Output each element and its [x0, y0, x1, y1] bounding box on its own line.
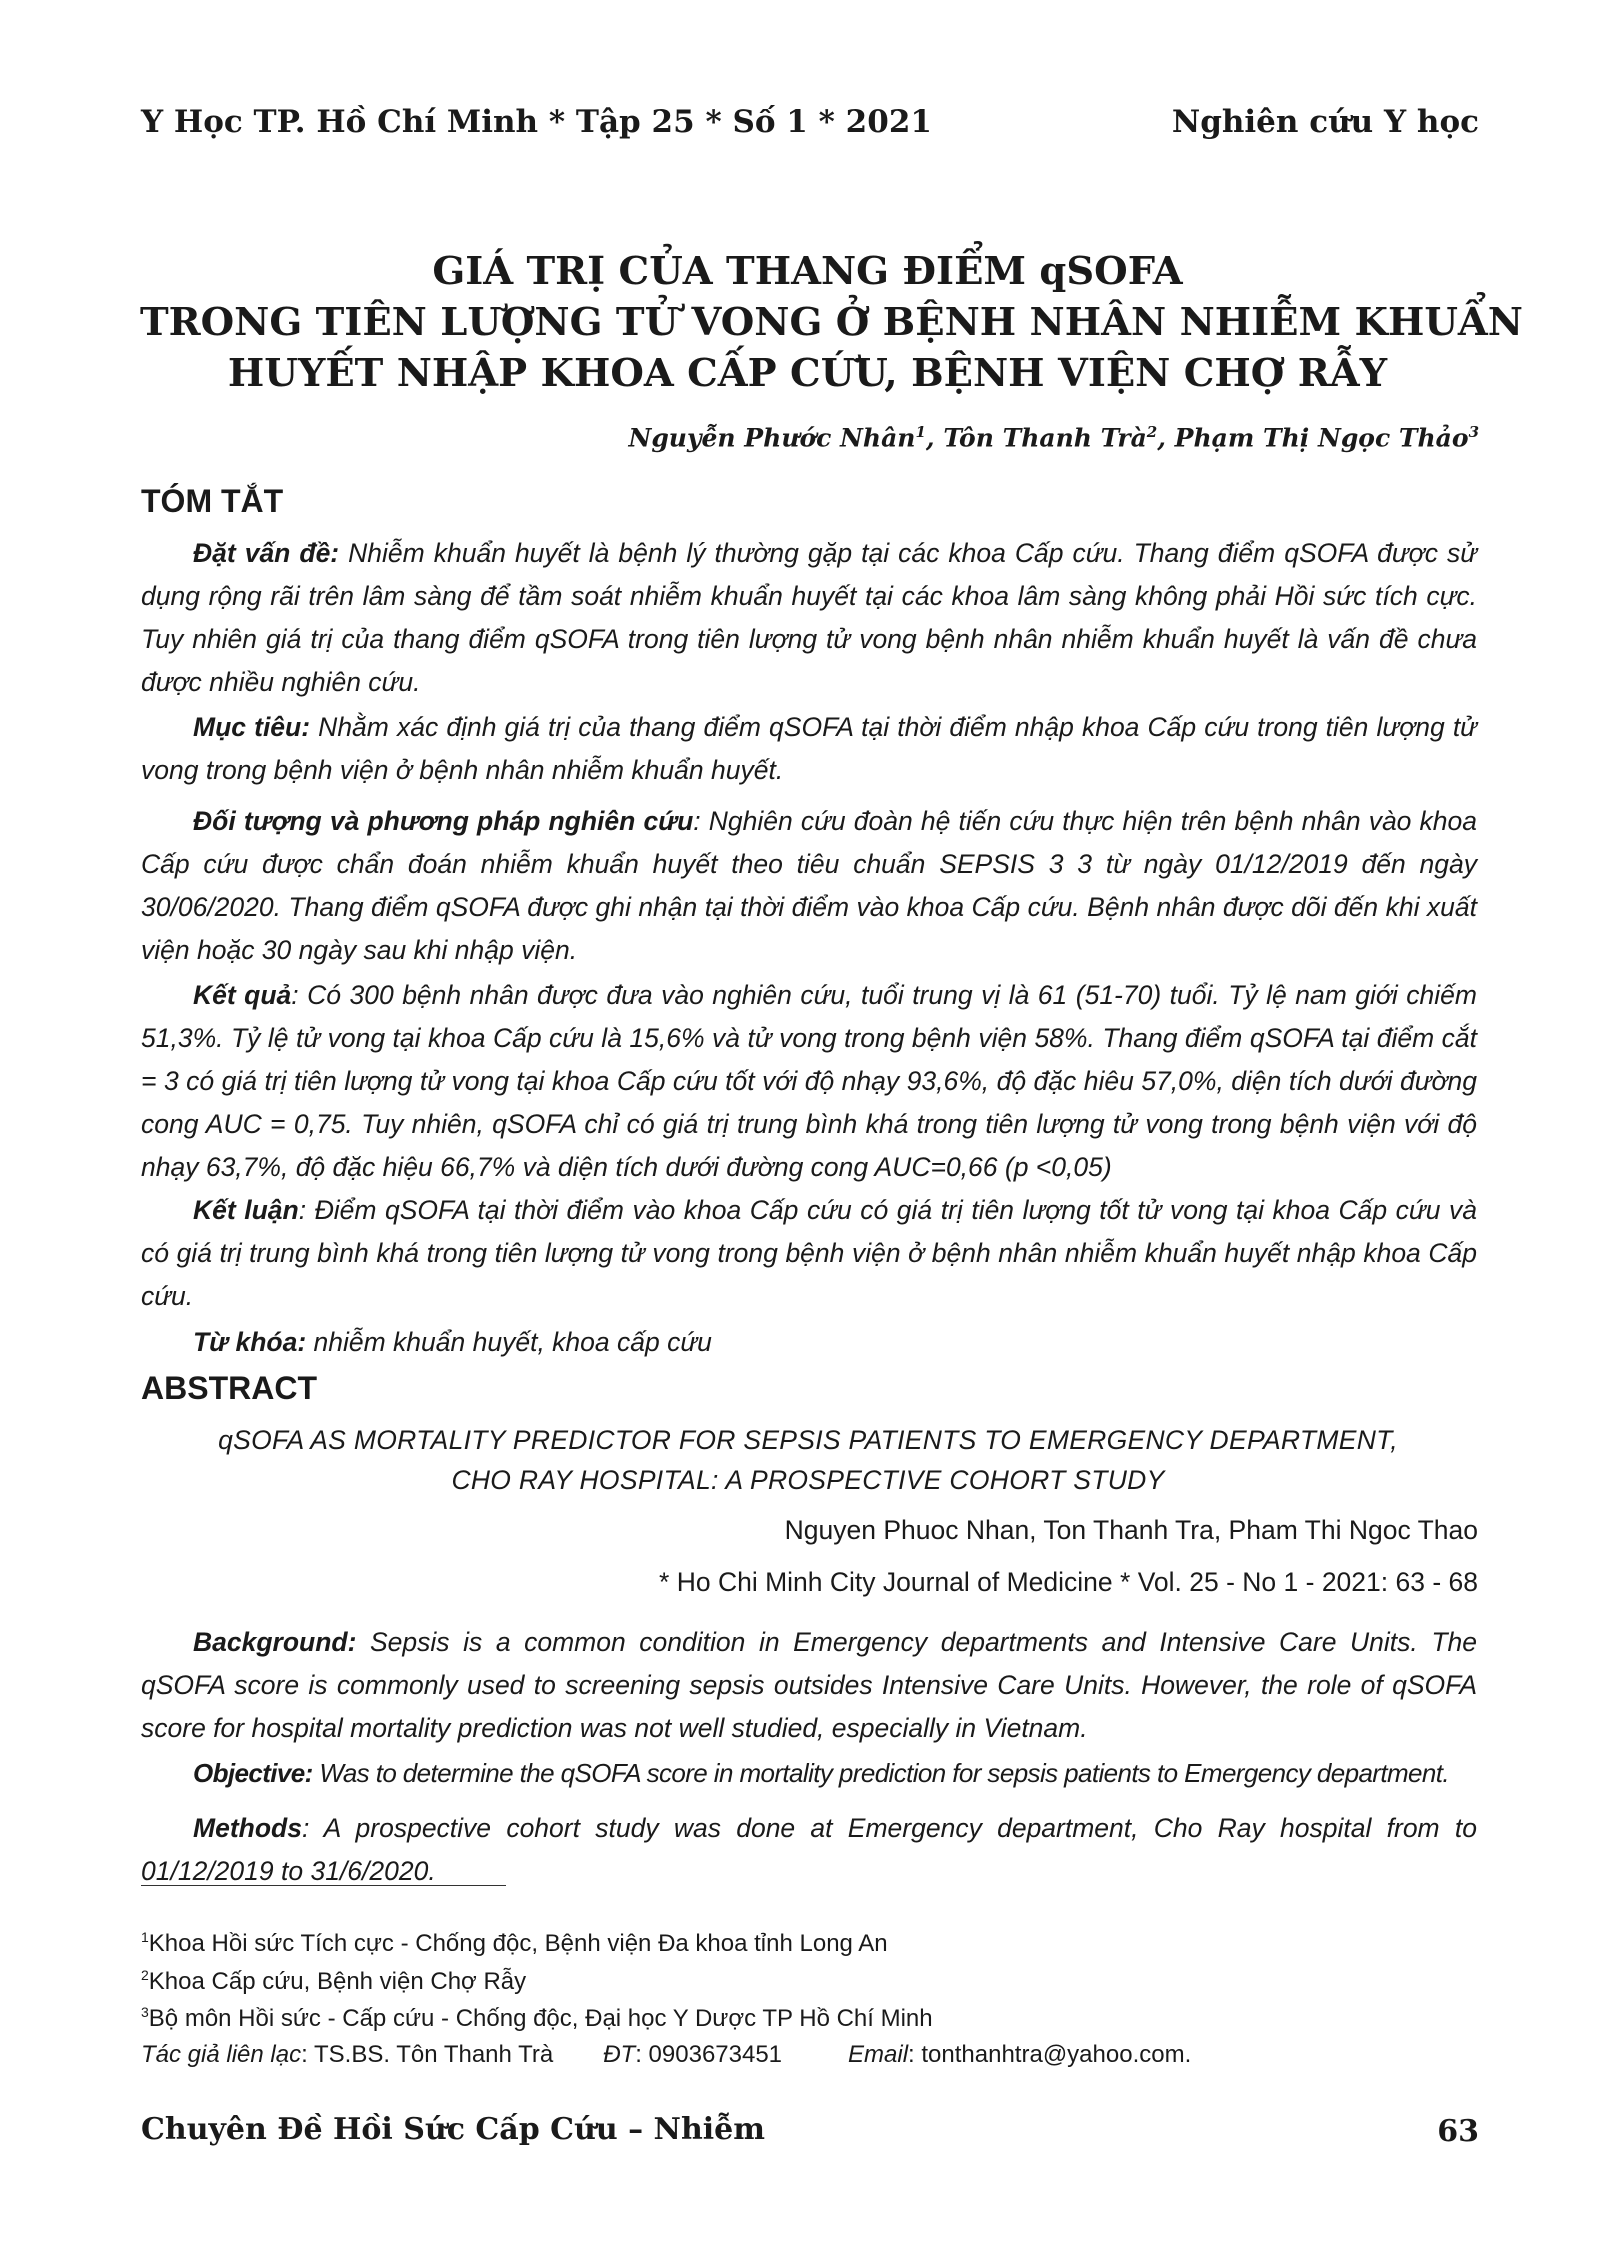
abstract-en-objective — [141, 1752, 1477, 1795]
paragraph-label: Methods — [193, 1813, 302, 1843]
paragraph-text: Was to determine the qSOFA score in mortality prediction for sepsis patients to Emergency department. — [312, 1758, 1450, 1788]
abstract-vi-objective — [141, 706, 1477, 792]
footnote-text: Bộ môn Hồi sức - Cấp cứu - Chống độc, Đại học Y Dược TP Hồ Chí Minh — [148, 2005, 933, 2032]
paragraph-label: Background: — [193, 1627, 357, 1657]
paragraph-label: Từ khóa: — [193, 1327, 307, 1357]
paragraph-label: Đối tượng và phương pháp nghiên cứu — [193, 806, 694, 836]
abstract-heading: ABSTRACT — [141, 1370, 317, 1406]
title-line: TRONG TIÊN LƯỢNG TỬ VONG Ở BỆNH NHÂN NHIỄM KHUẨN — [140, 300, 1523, 345]
author-list — [628, 423, 1479, 452]
english-title — [140, 1420, 1476, 1500]
phone-label: ĐT — [603, 2041, 636, 2068]
email-label: Email — [848, 2041, 909, 2068]
affiliation-marker: 2 — [1146, 423, 1158, 441]
affiliation-footnote — [141, 1929, 888, 1958]
corresponding-author — [141, 2041, 1191, 2069]
paragraph-label: Kết quả — [193, 980, 292, 1010]
footnote-divider — [141, 1885, 506, 1886]
english-title-line: qSOFA AS MORTALITY PREDICTOR FOR SEPSIS PATIENTS TO EMERGENCY DEPARTMENT, — [218, 1425, 1398, 1455]
affiliation-marker: 1 — [915, 423, 926, 441]
email-address: : tonthanhtra@yahoo.com. — [908, 2041, 1192, 2068]
title-line: HUYẾT NHẬP KHOA CẤP CỨU, BỆNH VIỆN CHỢ RẪY — [227, 351, 1388, 396]
abstract-vi-keywords — [141, 1321, 1477, 1364]
footnote-marker: 1 — [141, 1929, 149, 1945]
paragraph-text: : Có 300 bệnh nhân được đưa vào nghiên cứu, tuổi trung vị là 61 (51-70) tuổi. Tỷ lệ nam giới chiếm 51,3%. Tỷ lệ tử vong tại khoa Cấp cứu là 15,6% và tử vong trong bệnh viện 58%. Thang điểm qSOFA tại điểm cắt = 3 có giá trị tiên lượng tử vong tại khoa Cấp cứu tốt với độ nhạy 93,6%, độ đặc hiêu 57,0%, diện tích dưới đường cong AUC = 0,75. Tuy nhiên, qSOFA chỉ có giá trị trung bình khá trong tiên lượng tử vong trong bệnh viện với độ nhạy 63,7%, độ đặc hiệu 66,7% và diện tích dưới đường cong AUC=0,66 (p <0,05) — [141, 980, 1477, 1182]
citation-line: * Ho Chi Minh City Journal of Medicine * Vol. 25 - No 1 - 2021: 63 - 68 — [659, 1567, 1478, 1597]
paragraph-label: Kết luận — [193, 1195, 299, 1225]
paragraph-label: Objective: — [193, 1758, 313, 1788]
paragraph-text: : A prospective cohort study was done at Emergency department, Cho Ray hospital from to 01/12/2019 to 31/6/2020. — [141, 1813, 1477, 1886]
paragraph-text: Nhiễm khuẩn huyết là bệnh lý thường gặp tại các khoa Cấp cứu. Thang điểm qSOFA được sử dụng rộng rãi trên lâm sàng để tầm soát nhiễm khuẩn huyết tại các khoa lâm sàng không phải Hồi sức tích cực. Tuy nhiên giá trị của thang điểm qSOFA trong tiên lượng tử vong bệnh nhân nhiễm khuẩn huyết là vấn đề chưa được nhiều nghiên cứu. — [141, 538, 1478, 697]
contact-label: Tác giả liên lạc — [141, 2041, 302, 2068]
tomtat-heading: TÓM TẮT — [141, 483, 284, 519]
abstract-en-background — [141, 1621, 1477, 1750]
footnote-marker: 2 — [141, 1967, 149, 1983]
abstract-vi-background — [141, 532, 1477, 704]
paragraph-text: : Nghiên cứu đoàn hệ tiến cứu thực hiện trên bệnh nhân vào khoa Cấp cứu được chẩn đoán nhiễm khuẩn huyết theo tiêu chuẩn SEPSIS 3 3 từ ngày 01/12/2019 đến ngày 30/06/2020. Thang điểm qSOFA được ghi nhận tại thời điểm vào khoa Cấp cứu. Bệnh nhân được dõi đến khi xuất viện hoặc 30 ngày sau khi nhập viện. — [141, 806, 1478, 965]
author-separator: , — [925, 423, 944, 453]
author-name: Tôn Thanh Trà — [943, 423, 1147, 453]
paragraph-text: Sepsis is a common condition in Emergency departments and Intensive Care Units. The qSOFA score is commonly used to screening sepsis outsides Intensive Care Units. However, the role of qSOFA score for hospital mortality prediction was not well studied, especially in Vietnam. — [141, 1627, 1477, 1743]
paragraph-text: nhiễm khuẩn huyết, khoa cấp cứu — [306, 1327, 712, 1357]
affiliation-marker: 3 — [1468, 423, 1479, 441]
author-name: Phạm Thị Ngọc Thảo — [1174, 423, 1469, 453]
english-author-list: Nguyen Phuoc Nhan, Ton Thanh Tra, Pham Thi Ngoc Thao — [784, 1515, 1478, 1545]
footnote-text: Khoa Hồi sức Tích cực - Chống độc, Bệnh viện Đa khoa tỉnh Long An — [148, 1930, 888, 1957]
affiliation-footnote — [141, 1967, 526, 1996]
section-header: Nghiên cứu Y học — [1171, 104, 1479, 140]
footnote-marker: 3 — [141, 2004, 149, 2020]
author-separator: , — [1157, 423, 1175, 453]
page-number: 63 — [1437, 2114, 1479, 2149]
paragraph-text: Nhằm xác định giá trị của thang điểm qSOFA tại thời điểm nhập khoa Cấp cứu trong tiên lượng tử vong trong bệnh viện ở bệnh nhân nhiễm khuẩn huyết. — [141, 712, 1477, 785]
paragraph-label: Mục tiêu: — [193, 712, 311, 742]
affiliation-footnote — [141, 2004, 933, 2033]
abstract-vi-conclusion — [141, 1189, 1477, 1318]
article-title — [140, 246, 1523, 399]
abstract-vi-methods — [141, 800, 1477, 972]
journal-header: Y Học TP. Hồ Chí Minh * Tập 25 * Số 1 * 2021 — [141, 104, 932, 140]
footer-issue-title: Chuyên Đề Hồi Sức Cấp Cứu – Nhiễm — [141, 2112, 765, 2147]
title-line: GIÁ TRỊ CỦA THANG ĐIỂM qSOFA — [432, 249, 1183, 294]
footnote-text: Khoa Cấp cứu, Bệnh viện Chợ Rẫy — [148, 1968, 527, 1995]
phone-number: : 0903673451 — [635, 2041, 783, 2068]
contact-name: : TS.BS. Tôn Thanh Trà — [301, 2041, 554, 2068]
author-name: Nguyễn Phước Nhân — [628, 423, 916, 453]
english-title-line: CHO RAY HOSPITAL: A PROSPECTIVE COHORT STUDY — [451, 1465, 1165, 1495]
abstract-vi-results — [141, 974, 1477, 1189]
paragraph-text: : Điểm qSOFA tại thời điểm vào khoa Cấp cứu có giá trị tiên lượng tốt tử vong tại khoa Cấp cứu và có giá trị trung bình khá trong tiên lượng tử vong trong bệnh viện ở bệnh nhân nhiễm khuẩn huyết nhập khoa Cấp cứu. — [141, 1195, 1477, 1311]
abstract-en-methods — [141, 1807, 1477, 1893]
paragraph-label: Đặt vấn đề: — [193, 538, 340, 568]
